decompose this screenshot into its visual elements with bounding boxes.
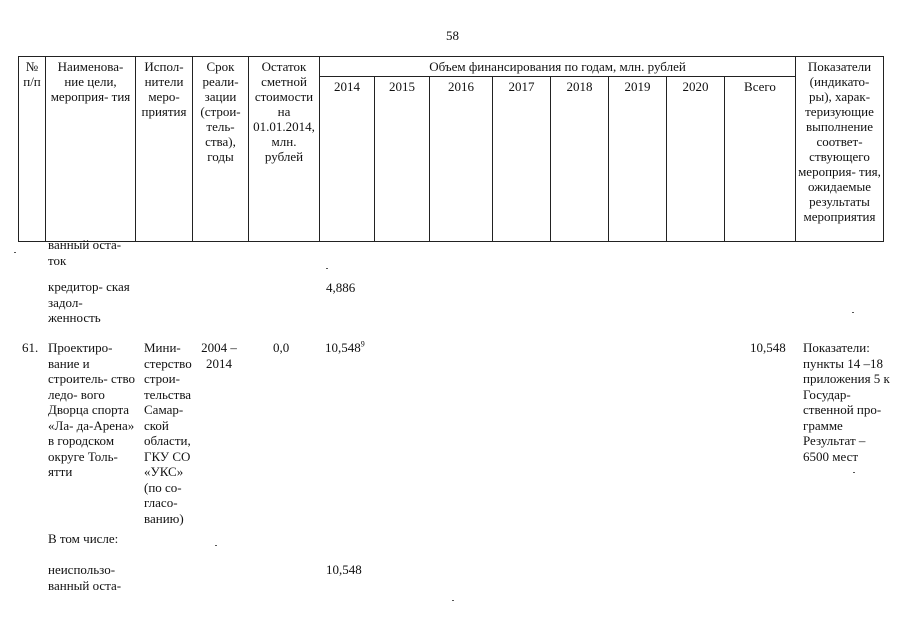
scan-speck xyxy=(326,268,328,269)
header-year-2019: 2019 xyxy=(609,77,667,242)
header-year-2018: 2018 xyxy=(551,77,609,242)
row-61-2014-value: 10,548 xyxy=(325,340,361,355)
scan-speck xyxy=(852,312,854,313)
header-year-2015: 2015 xyxy=(375,77,430,242)
header-term: Срок реали- зации (строи- тель- ства), годы xyxy=(193,57,249,242)
row-including-label: В том числе: xyxy=(48,531,119,546)
row-61-total: 10,548 xyxy=(750,340,786,355)
header-name: Наименова- ние цели, мероприя- тия xyxy=(46,57,136,242)
header-executor: Испол- нители меро- приятия xyxy=(136,57,193,242)
page-number: 58 xyxy=(446,28,459,43)
header-indicators: Показатели (индикато- ры), харак- теризующие выполнение соответ- ствующего мероприя- тия, ожидаемые результаты мероприятия xyxy=(796,57,884,242)
row-61-footnote-ref: 9 xyxy=(360,339,365,349)
scan-speck xyxy=(14,252,16,253)
row-unused-balance-name: неиспользо- ванный оста- xyxy=(48,562,122,593)
header-funding: Объем финансирования по годам, млн. рублей xyxy=(320,57,796,77)
header-year-2020: 2020 xyxy=(667,77,725,242)
header-year-2014: 2014 xyxy=(320,77,375,242)
row-61-executor: Мини- стерство строи- тельства Самар- ской области, ГКУ СО «УКС» (по со- гласо- ванию) xyxy=(144,340,192,526)
row-61-balance: 0,0 xyxy=(273,340,290,355)
header-year-2016: 2016 xyxy=(430,77,493,242)
row-61-name: Проектиро- вание и строитель- ство ледо- вого Дворца спорта «Ла- да-Арена» в городском округе Толь- ятти xyxy=(48,340,136,479)
row-unused-balance-2014: 10,548 xyxy=(326,562,362,577)
row-creditor-debt-name: кредитор- ская задол- женность xyxy=(48,279,130,325)
row-61-2014 xyxy=(325,340,365,356)
header-balance: Остаток сметной стоимости на 01.01.2014, млн. рублей xyxy=(249,57,320,242)
header-year-2017: 2017 xyxy=(493,77,551,242)
scan-speck xyxy=(215,545,217,546)
row-61-term: 2004 – 2014 xyxy=(201,340,237,371)
header-year-total: Всего xyxy=(725,77,796,242)
scan-speck xyxy=(853,472,855,473)
scan-speck xyxy=(452,600,454,601)
row-creditor-debt-2014: 4,886 xyxy=(326,280,356,295)
table-header xyxy=(18,56,884,242)
row-61-indicators: Показатели: пункты 14 –18 приложения 5 к Государ- ственной про- грамме Результат – 6500 мест xyxy=(803,340,890,464)
row-unused-balance-cont-name: ванный оста- ток xyxy=(48,237,122,268)
header-num: № п/п xyxy=(19,57,46,242)
row-61-number: 61. xyxy=(22,340,39,355)
